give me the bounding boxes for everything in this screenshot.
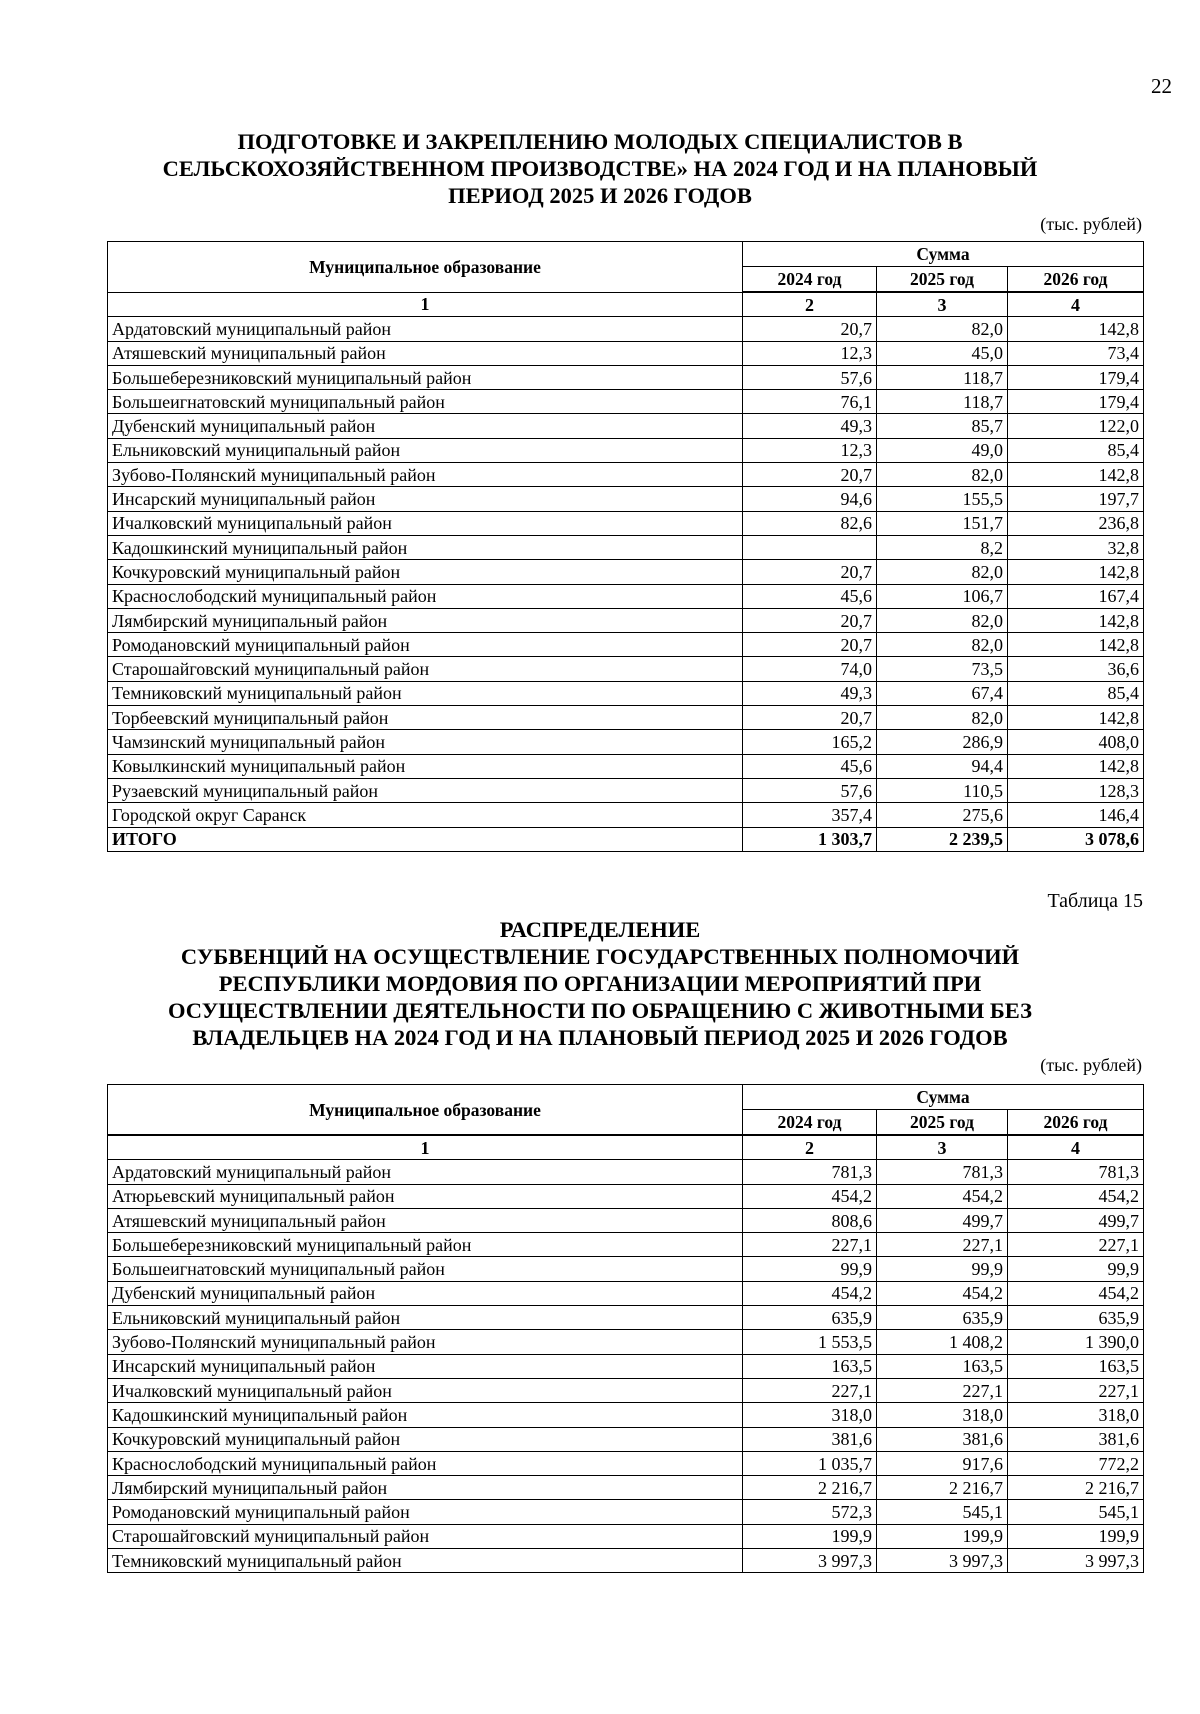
- total-label: ИТОГО: [108, 827, 743, 851]
- amount-cell: 454,2: [1008, 1281, 1144, 1305]
- table-row: [108, 778, 1144, 802]
- municipality-name: Краснослободский муниципальный район: [108, 1451, 743, 1475]
- page-number: 22: [1151, 74, 1172, 98]
- table-row: [108, 584, 1144, 608]
- amount-cell: 142,8: [1008, 608, 1144, 632]
- municipality-name: Атюрьевский муниципальный район: [108, 1184, 743, 1208]
- amount-cell: 1 408,2: [877, 1330, 1008, 1354]
- municipality-name: Лямбирский муниципальный район: [108, 1476, 743, 1500]
- amount-cell: 76,1: [743, 390, 877, 414]
- amount-cell: 67,4: [877, 681, 1008, 705]
- amount-cell: 74,0: [743, 657, 877, 681]
- amount-cell: 12,3: [743, 438, 877, 462]
- amount-cell: 1 035,7: [743, 1451, 877, 1475]
- table-row: [108, 633, 1144, 657]
- col-header-year: 2024 год: [743, 1110, 877, 1136]
- amount-cell: 85,4: [1008, 681, 1144, 705]
- amount-cell: 49,0: [877, 438, 1008, 462]
- amount-cell: 227,1: [877, 1378, 1008, 1402]
- municipality-name: Ельниковский муниципальный район: [108, 1306, 743, 1330]
- amount-cell: 381,6: [877, 1427, 1008, 1451]
- amount-cell: 199,9: [877, 1524, 1008, 1548]
- column-index-row: [108, 292, 1144, 317]
- table-row: [108, 1208, 1144, 1232]
- amount-cell: 82,0: [877, 463, 1008, 487]
- column-index: 3: [877, 1135, 1008, 1160]
- column-index: 2: [743, 1135, 877, 1160]
- municipality-name: Темниковский муниципальный район: [108, 1549, 743, 1573]
- amount-cell: 106,7: [877, 584, 1008, 608]
- amount-cell: 118,7: [877, 365, 1008, 389]
- amount-cell: 20,7: [743, 633, 877, 657]
- amount-cell: 155,5: [877, 487, 1008, 511]
- section2-title-line: ВЛАДЕЛЬЦЕВ НА 2024 ГОД И НА ПЛАНОВЫЙ ПЕРИОД 2025 И 2026 ГОДОВ: [192, 1025, 1008, 1050]
- amount-cell: 82,0: [877, 706, 1008, 730]
- amount-cell: 165,2: [743, 730, 877, 754]
- amount-cell: 3 997,3: [877, 1549, 1008, 1573]
- section2-title-line: РЕСПУБЛИКИ МОРДОВИЯ ПО ОРГАНИЗАЦИИ МЕРОПРИЯТИЙ ПРИ: [218, 971, 982, 996]
- table-row: [108, 1354, 1144, 1378]
- amount-cell: 1 390,0: [1008, 1330, 1144, 1354]
- amount-cell: 146,4: [1008, 803, 1144, 827]
- amount-cell: 357,4: [743, 803, 877, 827]
- amount-cell: 635,9: [877, 1306, 1008, 1330]
- amount-cell: 454,2: [877, 1184, 1008, 1208]
- amount-cell: 781,3: [1008, 1160, 1144, 1184]
- table-row: [108, 730, 1144, 754]
- amount-cell: 99,9: [1008, 1257, 1144, 1281]
- amount-cell: 454,2: [743, 1184, 877, 1208]
- municipality-name: Инсарский муниципальный район: [108, 1354, 743, 1378]
- table-row: [108, 535, 1144, 559]
- table-row: [108, 365, 1144, 389]
- municipality-name: Ельниковский муниципальный район: [108, 438, 743, 462]
- table-row: [108, 803, 1144, 827]
- section1-title: [100, 128, 1100, 209]
- municipality-name: Большеберезниковский муниципальный район: [108, 1233, 743, 1257]
- amount-cell: 142,8: [1008, 317, 1144, 341]
- table-row: [108, 560, 1144, 584]
- municipality-name: Кочкуровский муниципальный район: [108, 560, 743, 584]
- amount-cell: 3 997,3: [743, 1549, 877, 1573]
- amount-cell: 318,0: [1008, 1403, 1144, 1427]
- amount-cell: 275,6: [877, 803, 1008, 827]
- amount-cell: 142,8: [1008, 706, 1144, 730]
- amount-cell: 454,2: [1008, 1184, 1144, 1208]
- table-row: [108, 1451, 1144, 1475]
- table-row: [108, 1160, 1144, 1184]
- col-header-year: 2025 год: [877, 1110, 1008, 1136]
- municipality-name: Атяшевский муниципальный район: [108, 1208, 743, 1232]
- amount-cell: 381,6: [743, 1427, 877, 1451]
- table-row: [108, 414, 1144, 438]
- col-header-municipality: Муниципальное образование: [108, 1085, 743, 1136]
- table-row: [108, 1257, 1144, 1281]
- municipality-name: Ромодановский муниципальный район: [108, 633, 743, 657]
- amount-cell: 2 216,7: [1008, 1476, 1144, 1500]
- table-row: [108, 1500, 1144, 1524]
- column-index: 4: [1008, 1135, 1144, 1160]
- municipality-name: Ичалковский муниципальный район: [108, 511, 743, 535]
- col-header-year: 2025 год: [877, 267, 1008, 293]
- amount-cell: 94,4: [877, 754, 1008, 778]
- amount-cell: 142,8: [1008, 754, 1144, 778]
- amount-cell: 227,1: [743, 1378, 877, 1402]
- amount-cell: 454,2: [877, 1281, 1008, 1305]
- amount-cell: 227,1: [877, 1233, 1008, 1257]
- amount-cell: 781,3: [743, 1160, 877, 1184]
- municipality-name: Темниковский муниципальный район: [108, 681, 743, 705]
- table-row: [108, 1306, 1144, 1330]
- column-index: 1: [108, 292, 743, 317]
- amount-cell: 85,7: [877, 414, 1008, 438]
- amount-cell: 635,9: [1008, 1306, 1144, 1330]
- amount-cell: 151,7: [877, 511, 1008, 535]
- amount-cell: 545,1: [877, 1500, 1008, 1524]
- amount-cell: 94,6: [743, 487, 877, 511]
- municipality-name: Ичалковский муниципальный район: [108, 1378, 743, 1402]
- amount-cell: 318,0: [877, 1403, 1008, 1427]
- amount-cell: 499,7: [1008, 1208, 1144, 1232]
- municipality-name: Большеигнатовский муниципальный район: [108, 390, 743, 414]
- amount-cell: 20,7: [743, 706, 877, 730]
- amount-cell: 49,3: [743, 414, 877, 438]
- amount-cell: 381,6: [1008, 1427, 1144, 1451]
- amount-cell: 82,6: [743, 511, 877, 535]
- section2-table: [107, 1084, 1144, 1573]
- amount-cell: 163,5: [1008, 1354, 1144, 1378]
- municipality-name: Кочкуровский муниципальный район: [108, 1427, 743, 1451]
- table-row: [108, 754, 1144, 778]
- column-index: 2: [743, 292, 877, 317]
- section2-title: [100, 916, 1100, 1051]
- municipality-name: Атяшевский муниципальный район: [108, 341, 743, 365]
- amount-cell: 545,1: [1008, 1500, 1144, 1524]
- section2-title-line: СУБВЕНЦИЙ НА ОСУЩЕСТВЛЕНИЕ ГОСУДАРСТВЕННЫХ ПОЛНОМОЧИЙ: [180, 944, 1020, 969]
- section1-title-line: ПОДГОТОВКЕ И ЗАКРЕПЛЕНИЮ МОЛОДЫХ СПЕЦИАЛИСТОВ В: [237, 129, 963, 154]
- amount-cell: 2 216,7: [743, 1476, 877, 1500]
- amount-cell: 73,5: [877, 657, 1008, 681]
- amount-cell: 772,2: [1008, 1451, 1144, 1475]
- column-index: 4: [1008, 292, 1144, 317]
- table-row: [108, 1281, 1144, 1305]
- amount-cell: 236,8: [1008, 511, 1144, 535]
- amount-cell: 82,0: [877, 317, 1008, 341]
- table-row: [108, 681, 1144, 705]
- section2-title-line: РАСПРЕДЕЛЕНИЕ: [499, 917, 701, 942]
- table-row: [108, 317, 1144, 341]
- table-row: [108, 1524, 1144, 1548]
- municipality-name: Кадошкинский муниципальный район: [108, 1403, 743, 1427]
- table-label: Таблица 15: [1047, 890, 1143, 912]
- municipality-name: Лямбирский муниципальный район: [108, 608, 743, 632]
- municipality-name: Большеигнатовский муниципальный район: [108, 1257, 743, 1281]
- amount-cell: 199,9: [1008, 1524, 1144, 1548]
- amount-cell: 197,7: [1008, 487, 1144, 511]
- amount-cell: 179,4: [1008, 365, 1144, 389]
- municipality-name: Ковылкинский муниципальный район: [108, 754, 743, 778]
- amount-cell: 8,2: [877, 535, 1008, 559]
- table-row: [108, 1330, 1144, 1354]
- table-row: [108, 1403, 1144, 1427]
- amount-cell: 286,9: [877, 730, 1008, 754]
- amount-cell: 118,7: [877, 390, 1008, 414]
- table-row: [108, 487, 1144, 511]
- section2-units: (тыс. рублей): [1040, 1055, 1142, 1075]
- section1-title-line: ПЕРИОД 2025 И 2026 ГОДОВ: [448, 183, 752, 208]
- total-amount: 2 239,5: [877, 827, 1008, 851]
- amount-cell: 122,0: [1008, 414, 1144, 438]
- amount-cell: 454,2: [743, 1281, 877, 1305]
- amount-cell: 227,1: [1008, 1233, 1144, 1257]
- amount-cell: 163,5: [877, 1354, 1008, 1378]
- section2-title-line: ОСУЩЕСТВЛЕНИИ ДЕЯТЕЛЬНОСТИ ПО ОБРАЩЕНИЮ С ЖИВОТНЫМИ БЕЗ: [168, 998, 1032, 1023]
- municipality-name: Зубово-Полянский муниципальный район: [108, 463, 743, 487]
- table-row: [108, 390, 1144, 414]
- table-row: [108, 608, 1144, 632]
- amount-cell: 781,3: [877, 1160, 1008, 1184]
- amount-cell: 82,0: [877, 560, 1008, 584]
- amount-cell: 49,3: [743, 681, 877, 705]
- amount-cell: 2 216,7: [877, 1476, 1008, 1500]
- amount-cell: 82,0: [877, 608, 1008, 632]
- amount-cell: 128,3: [1008, 778, 1144, 802]
- municipality-name: Кадошкинский муниципальный район: [108, 535, 743, 559]
- amount-cell: 163,5: [743, 1354, 877, 1378]
- amount-cell: 45,0: [877, 341, 1008, 365]
- amount-cell: 36,6: [1008, 657, 1144, 681]
- table-row: [108, 511, 1144, 535]
- municipality-name: Дубенский муниципальный район: [108, 1281, 743, 1305]
- amount-cell: 73,4: [1008, 341, 1144, 365]
- table-row: [108, 1378, 1144, 1402]
- amount-cell: 99,9: [743, 1257, 877, 1281]
- col-header-municipality: Муниципальное образование: [108, 242, 743, 293]
- amount-cell: 142,8: [1008, 463, 1144, 487]
- table-row: [108, 657, 1144, 681]
- amount-cell: 227,1: [743, 1233, 877, 1257]
- col-header-year: 2026 год: [1008, 1110, 1144, 1136]
- amount-cell: 1 553,5: [743, 1330, 877, 1354]
- amount-cell: 408,0: [1008, 730, 1144, 754]
- amount-cell: 85,4: [1008, 438, 1144, 462]
- amount-cell: 167,4: [1008, 584, 1144, 608]
- amount-cell: 110,5: [877, 778, 1008, 802]
- amount-cell: 3 997,3: [1008, 1549, 1144, 1573]
- table-row: [108, 1184, 1144, 1208]
- table-row: [108, 438, 1144, 462]
- amount-cell: 45,6: [743, 754, 877, 778]
- section1-table: [107, 241, 1144, 852]
- col-header-sum: Сумма: [743, 242, 1144, 267]
- amount-cell: 32,8: [1008, 535, 1144, 559]
- table-row: [108, 463, 1144, 487]
- municipality-name: Дубенский муниципальный район: [108, 414, 743, 438]
- total-row: [108, 827, 1144, 851]
- amount-cell: 917,6: [877, 1451, 1008, 1475]
- amount-cell: 142,8: [1008, 633, 1144, 657]
- table-row: [108, 1476, 1144, 1500]
- amount-cell: 635,9: [743, 1306, 877, 1330]
- municipality-name: Инсарский муниципальный район: [108, 487, 743, 511]
- amount-cell: 808,6: [743, 1208, 877, 1232]
- amount-cell: 572,3: [743, 1500, 877, 1524]
- amount-cell: 227,1: [1008, 1378, 1144, 1402]
- amount-cell: 20,7: [743, 608, 877, 632]
- amount-cell: 20,7: [743, 317, 877, 341]
- amount-cell: 142,8: [1008, 560, 1144, 584]
- amount-cell: [743, 535, 877, 559]
- municipality-name: Торбеевский муниципальный район: [108, 706, 743, 730]
- amount-cell: 318,0: [743, 1403, 877, 1427]
- amount-cell: 179,4: [1008, 390, 1144, 414]
- total-amount: 3 078,6: [1008, 827, 1144, 851]
- amount-cell: 57,6: [743, 778, 877, 802]
- municipality-name: Ардатовский муниципальный район: [108, 317, 743, 341]
- amount-cell: 499,7: [877, 1208, 1008, 1232]
- section1-title-line: СЕЛЬСКОХОЗЯЙСТВЕННОМ ПРОИЗВОДСТВЕ» НА 2024 ГОД И НА ПЛАНОВЫЙ: [162, 156, 1038, 181]
- column-index-row: [108, 1135, 1144, 1160]
- municipality-name: Зубово-Полянский муниципальный район: [108, 1330, 743, 1354]
- table-row: [108, 706, 1144, 730]
- amount-cell: 20,7: [743, 463, 877, 487]
- col-header-sum: Сумма: [743, 1085, 1144, 1110]
- municipality-name: Большеберезниковский муниципальный район: [108, 365, 743, 389]
- table-row: [108, 1233, 1144, 1257]
- municipality-name: Старошайговский муниципальный район: [108, 1524, 743, 1548]
- total-amount: 1 303,7: [743, 827, 877, 851]
- municipality-name: Старошайговский муниципальный район: [108, 657, 743, 681]
- table-row: [108, 1427, 1144, 1451]
- col-header-year: 2026 год: [1008, 267, 1144, 293]
- amount-cell: 82,0: [877, 633, 1008, 657]
- column-index: 1: [108, 1135, 743, 1160]
- amount-cell: 57,6: [743, 365, 877, 389]
- municipality-name: Городской округ Саранск: [108, 803, 743, 827]
- column-index: 3: [877, 292, 1008, 317]
- amount-cell: 99,9: [877, 1257, 1008, 1281]
- municipality-name: Рузаевский муниципальный район: [108, 778, 743, 802]
- section1-units: (тыс. рублей): [1040, 214, 1142, 234]
- amount-cell: 12,3: [743, 341, 877, 365]
- municipality-name: Ардатовский муниципальный район: [108, 1160, 743, 1184]
- municipality-name: Чамзинский муниципальный район: [108, 730, 743, 754]
- amount-cell: 20,7: [743, 560, 877, 584]
- table-row: [108, 1549, 1144, 1573]
- col-header-year: 2024 год: [743, 267, 877, 293]
- amount-cell: 199,9: [743, 1524, 877, 1548]
- table-row: [108, 341, 1144, 365]
- amount-cell: 45,6: [743, 584, 877, 608]
- municipality-name: Краснослободский муниципальный район: [108, 584, 743, 608]
- municipality-name: Ромодановский муниципальный район: [108, 1500, 743, 1524]
